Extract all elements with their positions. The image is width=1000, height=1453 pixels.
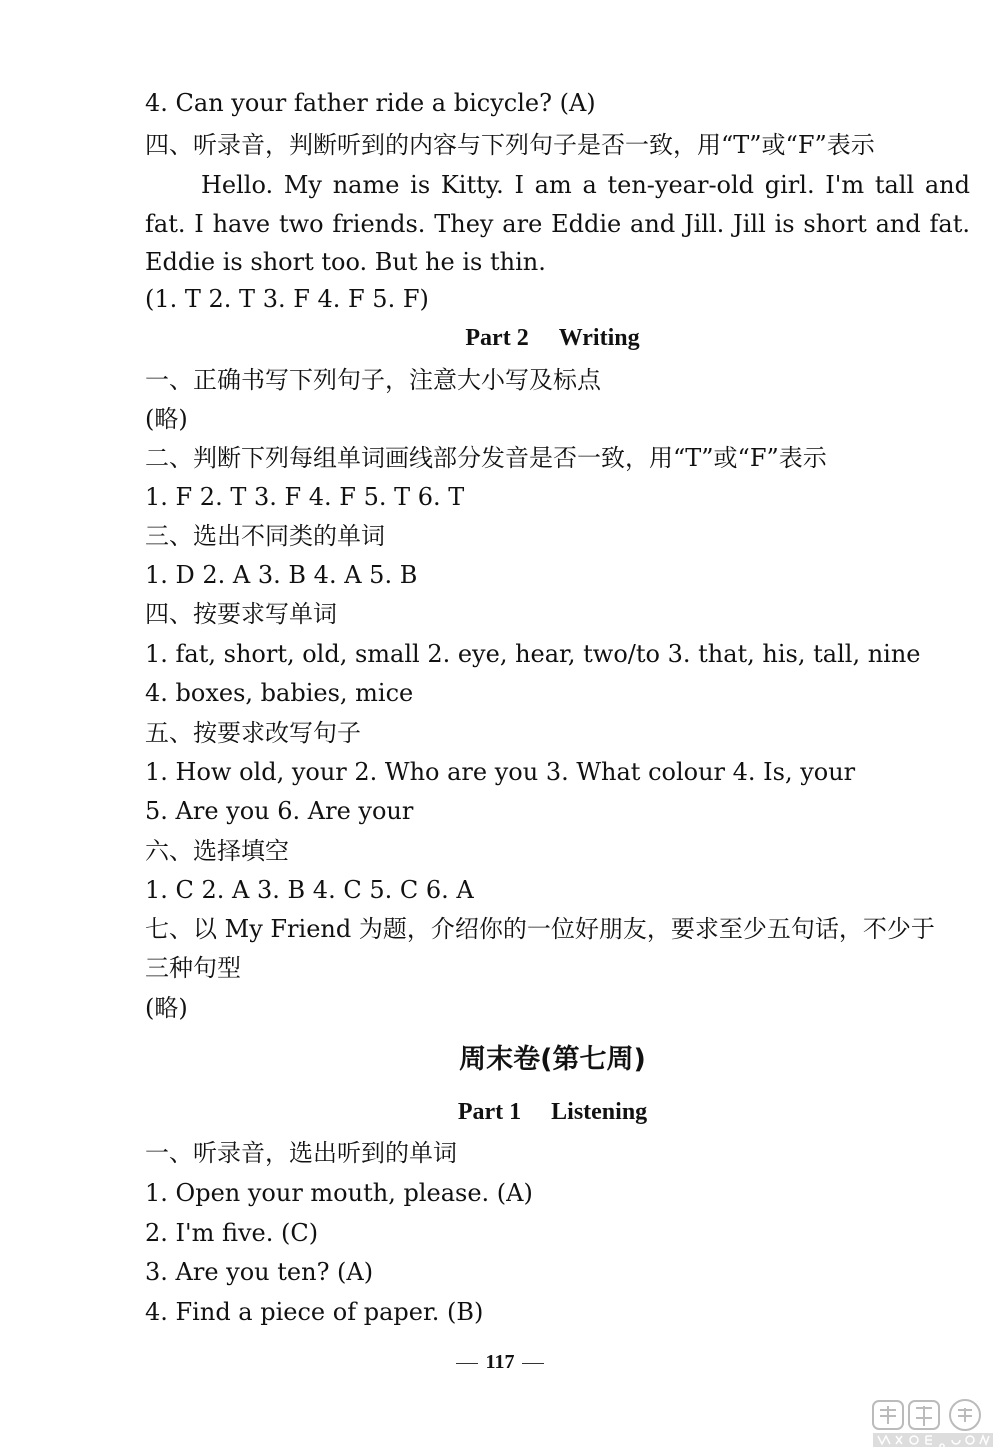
part-label: Part 2: [465, 325, 529, 351]
section-heading: 四、听录音，判断听到的内容与下列句子是否一致，用“T”或“F”表示: [145, 131, 875, 159]
answer-line: 3. Are you ten? (A): [145, 1258, 374, 1286]
answer-line: 4. Can your father ride a bicycle? (A): [145, 89, 596, 117]
section-heading-continued: 三种句型: [145, 954, 241, 982]
answer-line: 1. fat, short, old, small 2. eye, hear, two/to 3. that, his, tall, nine: [145, 640, 921, 668]
dash-right: [522, 1363, 544, 1364]
listening-passage: Hello. My name is Kitty. I am a ten-year-old girl. I'm tall and fat. I have two friends. They are Eddie and Jill. Jill is short and fat. Eddie is short too. But he is thin.: [145, 171, 970, 276]
page-number-text: 117: [485, 1351, 515, 1373]
answer-line: 4. Find a piece of paper. (B): [145, 1298, 484, 1326]
section-heading: 五、按要求改写句子: [145, 719, 361, 747]
answer-line: 4. boxes, babies, mice: [145, 679, 414, 707]
answer-line: (1. T 2. T 3. F 4. F 5. F): [145, 285, 429, 313]
answer-line: 1. Open your mouth, please. (A): [145, 1179, 533, 1207]
section-heading: 四、按要求写单词: [145, 600, 337, 628]
page-number: [0, 1350, 1000, 1374]
section-heading: 七、以 My Friend 为题，介绍你的一位好朋友，要求至少五句话，不少于: [145, 915, 935, 943]
answer-line: 1. D 2. A 3. B 4. A 5. B: [145, 561, 418, 589]
part-label: Part 1: [457, 1099, 522, 1125]
section-heading: 一、正确书写下列句子，注意大小写及标点: [145, 366, 601, 394]
watermark-logo: [870, 1398, 995, 1448]
answer-line: (略): [145, 405, 188, 433]
section-heading: 二、判断下列每组单词画线部分发音是否一致，用“T”或“F”表示: [145, 444, 827, 472]
part-1-heading: [145, 1097, 960, 1127]
part-title: Listening: [551, 1099, 648, 1125]
part-title: Writing: [558, 325, 640, 351]
answer-line: 1. How old, your 2. Who are you 3. What colour 4. Is, your: [145, 758, 856, 786]
answer-line: 1. F 2. T 3. F 4. F 5. T 6. T: [145, 483, 465, 511]
answer-line: (略): [145, 994, 188, 1022]
week-title: 周末卷(第七周): [459, 1044, 646, 1075]
section-heading: 六、选择填空: [145, 837, 289, 865]
dash-left: [456, 1363, 478, 1364]
section-heading: 一、听录音，选出听到的单词: [145, 1139, 457, 1167]
part-2-heading: [145, 323, 960, 353]
answer-line: 1. C 2. A 3. B 4. C 5. C 6. A: [145, 876, 474, 904]
section-heading: 三、选出不同类的单词: [145, 522, 385, 550]
answer-line: 5. Are you 6. Are your: [145, 797, 414, 825]
answer-line: 2. I'm five. (C): [145, 1219, 319, 1247]
